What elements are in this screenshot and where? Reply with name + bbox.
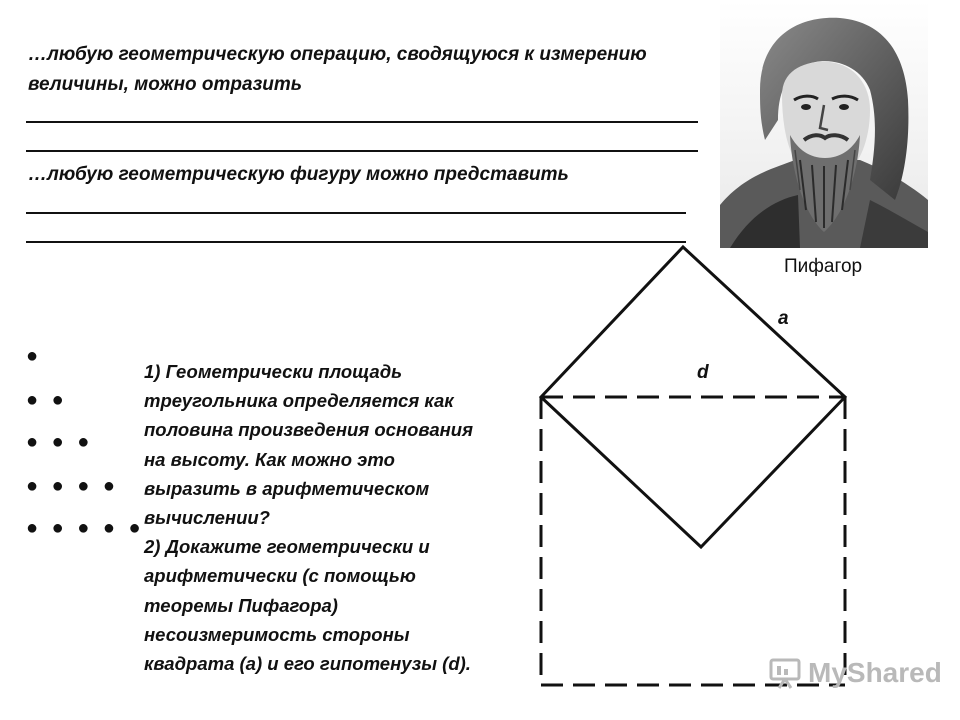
question-line: половина произведения основания <box>144 419 473 441</box>
question-line: несоизмеримость стороны <box>144 623 410 645</box>
question-line: 1) Геометрически площадь <box>144 361 403 382</box>
diagonal-label-d: d <box>697 362 709 383</box>
dot-row-2: ● ● <box>26 389 68 411</box>
question-line: выразить в арифметическом <box>144 477 430 499</box>
question-line: на высоту. Как можно это <box>144 448 395 470</box>
portrait-caption: Пифагор <box>784 256 863 277</box>
myshared-watermark <box>768 656 942 690</box>
question-line: вычислении? <box>144 507 270 529</box>
question-line: 2) Докажите геометрически и <box>144 536 430 558</box>
presentation-icon <box>768 656 802 690</box>
question-line: квадрата (a) и его гипотенузы (d). <box>144 653 471 675</box>
dot-row-3: ● ● ● <box>26 431 94 453</box>
watermark-text: MyShared <box>808 657 942 688</box>
question-line: арифметически (с помощью <box>144 565 416 587</box>
question-line: теоремы Пифагора) <box>144 594 338 616</box>
dot-row-1: ● <box>26 345 43 367</box>
question-line: треугольника определяется как <box>144 390 454 412</box>
statement-line-3: …любую геометрическую фигуру можно представить <box>28 164 569 185</box>
side-label-a: a <box>778 308 789 329</box>
statement-line-1: …любую геометрическую операцию, сводящуюся к измерению <box>28 44 647 65</box>
dot-row-4: ● ● ● ● <box>26 475 119 497</box>
dot-row-5: ● ● ● ● ● <box>26 517 145 539</box>
statement-line-2: величины, можно отразить <box>28 74 303 95</box>
